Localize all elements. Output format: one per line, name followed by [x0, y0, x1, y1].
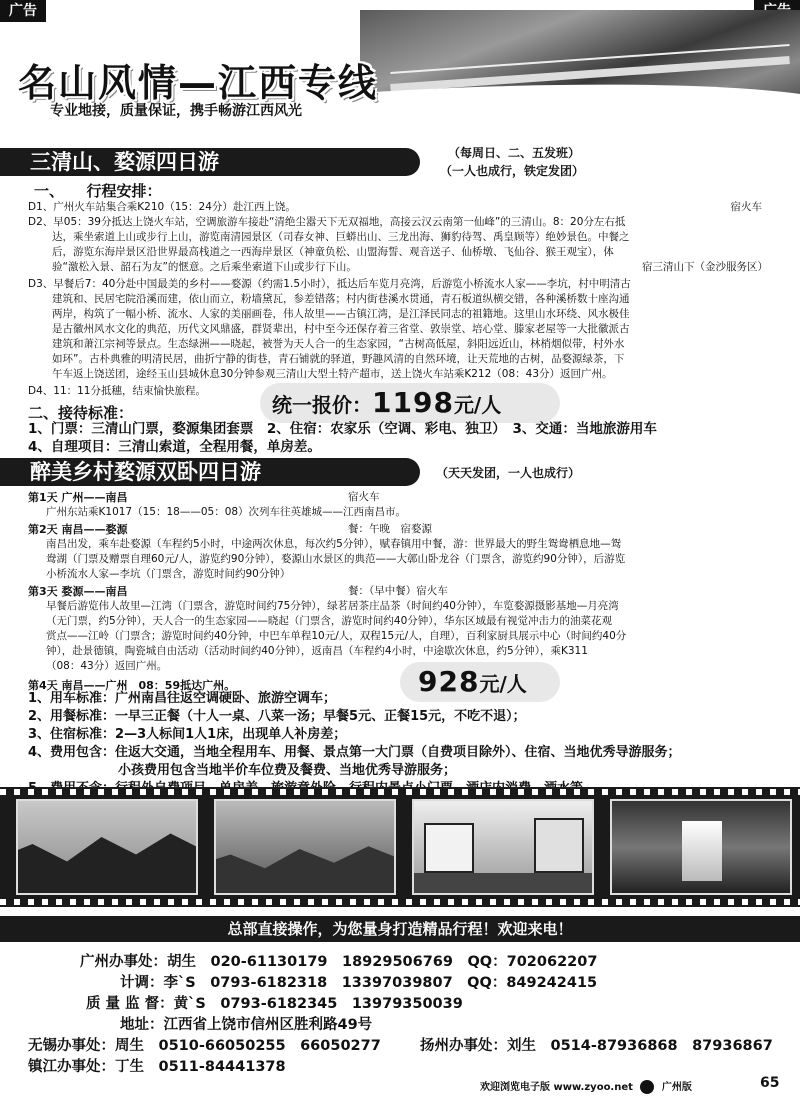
tour2-day3-line4: 钟），赴景德镇，陶瓷城自由活动（活动时间约40分钟），返南昌（车程约4小时，中途歇次休息，约5分钟），乘K311: [46, 645, 588, 657]
tour1-day3-line2: 建筑和、民居宅院沿溪而建，依山而立，粉墙黛瓦，参差错落；村内街巷溪水贯通，青石板道纵横交错，各种溪桥数十座沟通: [52, 293, 630, 305]
tour2-day3-line2: （无门票，约5分钟），天人合一的生态家园——晓起（门票含，游览时间约40分钟），华东区域最有视觉冲击力的油菜花观: [46, 615, 613, 627]
tour1-price-unit: 元/人: [453, 393, 502, 417]
ad-badge-left: 广告: [0, 0, 46, 22]
contact-wuxi-info: 周生 0510-66050255 66050277: [115, 1038, 381, 1054]
photo-waterfall: [610, 799, 792, 895]
tour1-note-schedule: （每周日、二、五发班）: [448, 146, 581, 160]
contact-banner: 总部直接操作，为您量身打造精品行程！欢迎来电！: [0, 916, 800, 942]
contact-planner-label: 计调：: [120, 975, 164, 991]
tour1-price: [272, 386, 501, 419]
tour1-price-label: 统一报价：: [272, 393, 372, 417]
photo-strip: [0, 787, 800, 907]
tour2-day2-line1: 南昌出发，乘车赴婺源（车程约5小时，中途两次休息，每次约5分钟），赋春镇用中餐，游：世界最大的野生鸳鸯栖息地—鸳: [46, 538, 622, 550]
tour1-price-value: 1198: [372, 386, 454, 419]
tour1-day3-line7: 午车返上饶送团，途经玉山县城休息30分钟参观三清山大型土特产超市，送上饶火车站乘K212（08：43分）返回广州。: [52, 368, 613, 380]
tour2-day3-meals: 餐：（早中餐）宿火车: [348, 585, 448, 597]
contact-wuxi-label: 无锡办事处：: [28, 1038, 115, 1054]
tour1-day2-lodging: 宿三清山下（金沙服务区）: [642, 261, 768, 273]
tour2-title-bar: [0, 458, 420, 486]
tour2-standard-1: 1、用车标准：广州南昌往返空调硬卧、旅游空调车；: [28, 691, 337, 706]
tour2-standards: [28, 690, 788, 798]
footer-logo-icon: [640, 1080, 654, 1094]
tour1-title: 三清山、婺源四日游: [30, 150, 219, 174]
itinerary-heading: 一、 行程安排：: [34, 182, 162, 200]
tour2-day2-line2: 鸯湖（门票及赠票自理60元/人，游览约90分钟），婺源山水景区的典范——大鄣山卧龙谷（门票含，游览约90分钟），后游览: [46, 553, 626, 565]
contact-guangzhou-info: 胡生 020-61130179 18929506769 QQ：702062207: [167, 954, 598, 970]
contact-wuxi: [28, 1034, 381, 1055]
photo-sanqing-peak: [16, 799, 198, 895]
tour2-standard-2: 2、用餐标准：一早三正餐（十人一桌、八菜一汤；早餐5元、正餐15元，不吃不退）；: [28, 709, 526, 724]
tour1-day3-line3: 两岸，构筑了一幅小桥、流水、人家的美丽画卷，伟人故里——古镇江湾，是江泽民同志的祖籍地。这里山水环绕、风水极佳: [52, 308, 630, 320]
slogan: 专业地接，质量保证，携手畅游江西风光: [50, 103, 302, 119]
reception-heading: 二、接待标准：: [28, 404, 134, 422]
page-number: 65: [760, 1075, 780, 1091]
tour1-standard-2: 4、自理项目：三清山索道，全程用餐，单房差。: [28, 439, 321, 455]
footer-website[interactable]: 欢迎浏览电子版 www.zyoo.net: [480, 1082, 633, 1093]
contact-quality-info: 黄`S 0793-6182345 13979350039: [173, 996, 463, 1012]
tour1-day3-line6: 如环”。古朴典雅的明清民居，曲折宁静的街巷，青石铺就的驿道，野趣风清的自然环境，让天荒地的古树，品婺源绿茶，下: [52, 353, 625, 365]
contact-planner: [120, 971, 597, 992]
tour1-day3-line5: 建筑和萧江宗祠等景点。生态绿洲——晓起，被誉为天人合一的生态家园，“古树高低屋，斜阳远近山，林梢烟似带，村外水: [52, 338, 625, 350]
contact-zhenjiang-label: 镇江办事处：: [28, 1059, 115, 1075]
tour2-note: （天天发团，一人也成行）: [436, 466, 581, 480]
contact-guangzhou: [80, 950, 597, 971]
tour2-day1-lodging: 宿火车: [348, 491, 380, 503]
tour2-price-value: 928: [418, 665, 480, 698]
tour1-day2-line3: 后，游览东海岸景区沿世界最高栈道之一西海岸景区（神童负松、山盟海誓、观音送子、仙桥墩、飞仙谷、猴王观宝），体: [52, 246, 614, 258]
tour1-day2-line2: 达，乘坐索道上山或步行上山，游览南清园景区（司春女神、巨蟒出山、三龙出海、狮豹待驾、禹皇顾等）绝妙景色。中餐之: [52, 231, 630, 243]
contact-planner-info: 李`S 0793-6182318 13397039807 QQ：849242415: [163, 975, 598, 991]
tour2-standard-3: 3、住宿标准：2—3人标间1人1床，出现单人补房差；: [28, 727, 347, 742]
tour2-title: 醉美乡村婺源双卧四日游: [30, 460, 261, 484]
contact-quality: [86, 992, 463, 1013]
contact-yangzhou-label: 扬州办事处：: [420, 1038, 507, 1054]
tour2-day2-meals: 餐：午晚 宿婺源: [348, 523, 432, 535]
tour1-day2-line4: 验“激松入景、韶石为友”的惬意。之后乘坐索道下山或步行下山。: [52, 261, 357, 273]
footer-edition: 广州版: [661, 1082, 692, 1093]
contact-yangzhou: [420, 1034, 773, 1055]
contact-yangzhou-info: 刘生 0514-87936868 87936867: [507, 1038, 773, 1054]
contact-address-info: 江西省上饶市信州区胜利路49号: [163, 1017, 373, 1033]
tour2-day3-line5: （08：43分）返回广州。: [46, 660, 168, 672]
tour1-day1: D1、广州火车站集合乘K210（15：24分）赴江西上饶。: [28, 201, 296, 213]
tour2-standard-4b: 小孩费用包含当地半价车位费及餐费、当地优秀导游服务；: [118, 763, 457, 778]
photo-mountain-range: [214, 799, 396, 895]
tour2-day3-line1: 早餐后游览伟人故里—江湾（门票含，游览时间约75分钟），绿茗居茶庄品茶（时间约40分钟），车览婺源摄影基地—月亮湾: [46, 600, 619, 612]
contact-quality-label: 质 量 监 督：: [86, 996, 174, 1012]
tour1-standard-1: 1、门票：三清山门票，婺源集团套票 2、住宿：农家乐（空调、彩电、独卫） 3、交通：当地旅游用车: [28, 421, 657, 437]
tour1-note-guarantee: （一人也成行，铁定发团）: [440, 164, 585, 178]
tour2-day4-head: 第4天 南昌——广州 08：59抵达广州。: [28, 679, 236, 692]
tour2-price-unit: 元/人: [479, 672, 527, 696]
tour1-day3-line4: 是古徽州风水文化的典范，历代文风鼎盛，群贤辈出，村中至今还保存着三省堂、敦崇堂、培心堂、滕家老屋等一大批徽派古: [52, 323, 630, 335]
tour1-itinerary: [28, 200, 768, 399]
tour1-day1-lodging: 宿火车: [730, 201, 762, 213]
tour2-day3-line3: 赏点——江岭（门票含；游览时间约40分钟，中巴车单程10元/人，双程15元/人，自理），百利家厨具展示中心（时间约40分: [46, 630, 627, 642]
contact-address-label: 地址：: [120, 1017, 164, 1033]
tour2-day2-head: 第2天 南昌——婺源: [28, 523, 128, 536]
tour2-day2-line3: 小桥流水人家—李坑（门票含，游览时间约90分钟）: [46, 568, 291, 580]
photo-wuyuan-village: [412, 799, 594, 895]
tour2-standard-4: 4、费用包含：住返大交通，当地全程用车、用餐、景点第一大门票（自费项目除外）、住宿、当地优秀导游服务；: [28, 745, 681, 760]
tour1-day2-line1: D2、早05：39分抵达上饶火车站，空调旅游车接赴“清绝尘嚣天下无双福地，高接云汉云南第一仙峰”的三清山。8：20分左右抵: [28, 216, 626, 228]
tour2-day1-text: 广州东站乘K1017（15：18——05：08）次列车往英雄城——江西南昌市。: [46, 506, 407, 518]
tour1-day4: D4、11：11分抵穗，结束愉快旅程。: [28, 385, 206, 397]
footer: [480, 1078, 692, 1094]
tour1-title-bar: [0, 148, 420, 176]
tour2-day3-head: 第3天 婺源——南昌: [28, 585, 128, 598]
page-title: 名山风情—江西专线: [18, 61, 379, 105]
contact-guangzhou-label: 广州办事处：: [80, 954, 167, 970]
tour2-itinerary: [28, 490, 773, 693]
contact-address: [120, 1013, 372, 1034]
contact-zhenjiang-info: 丁生 0511-84441378: [115, 1059, 286, 1075]
tour2-day1-head: 第1天 广州——南昌: [28, 491, 128, 504]
tour1-day3-line1: D3、早餐后7：40分赴中国最美的乡村——婺源（约需1.5小时），抵达后车览月亮湾，后游览小桥流水人家——李坑，村中明清古: [28, 278, 631, 290]
contact-zhenjiang: [28, 1055, 286, 1076]
